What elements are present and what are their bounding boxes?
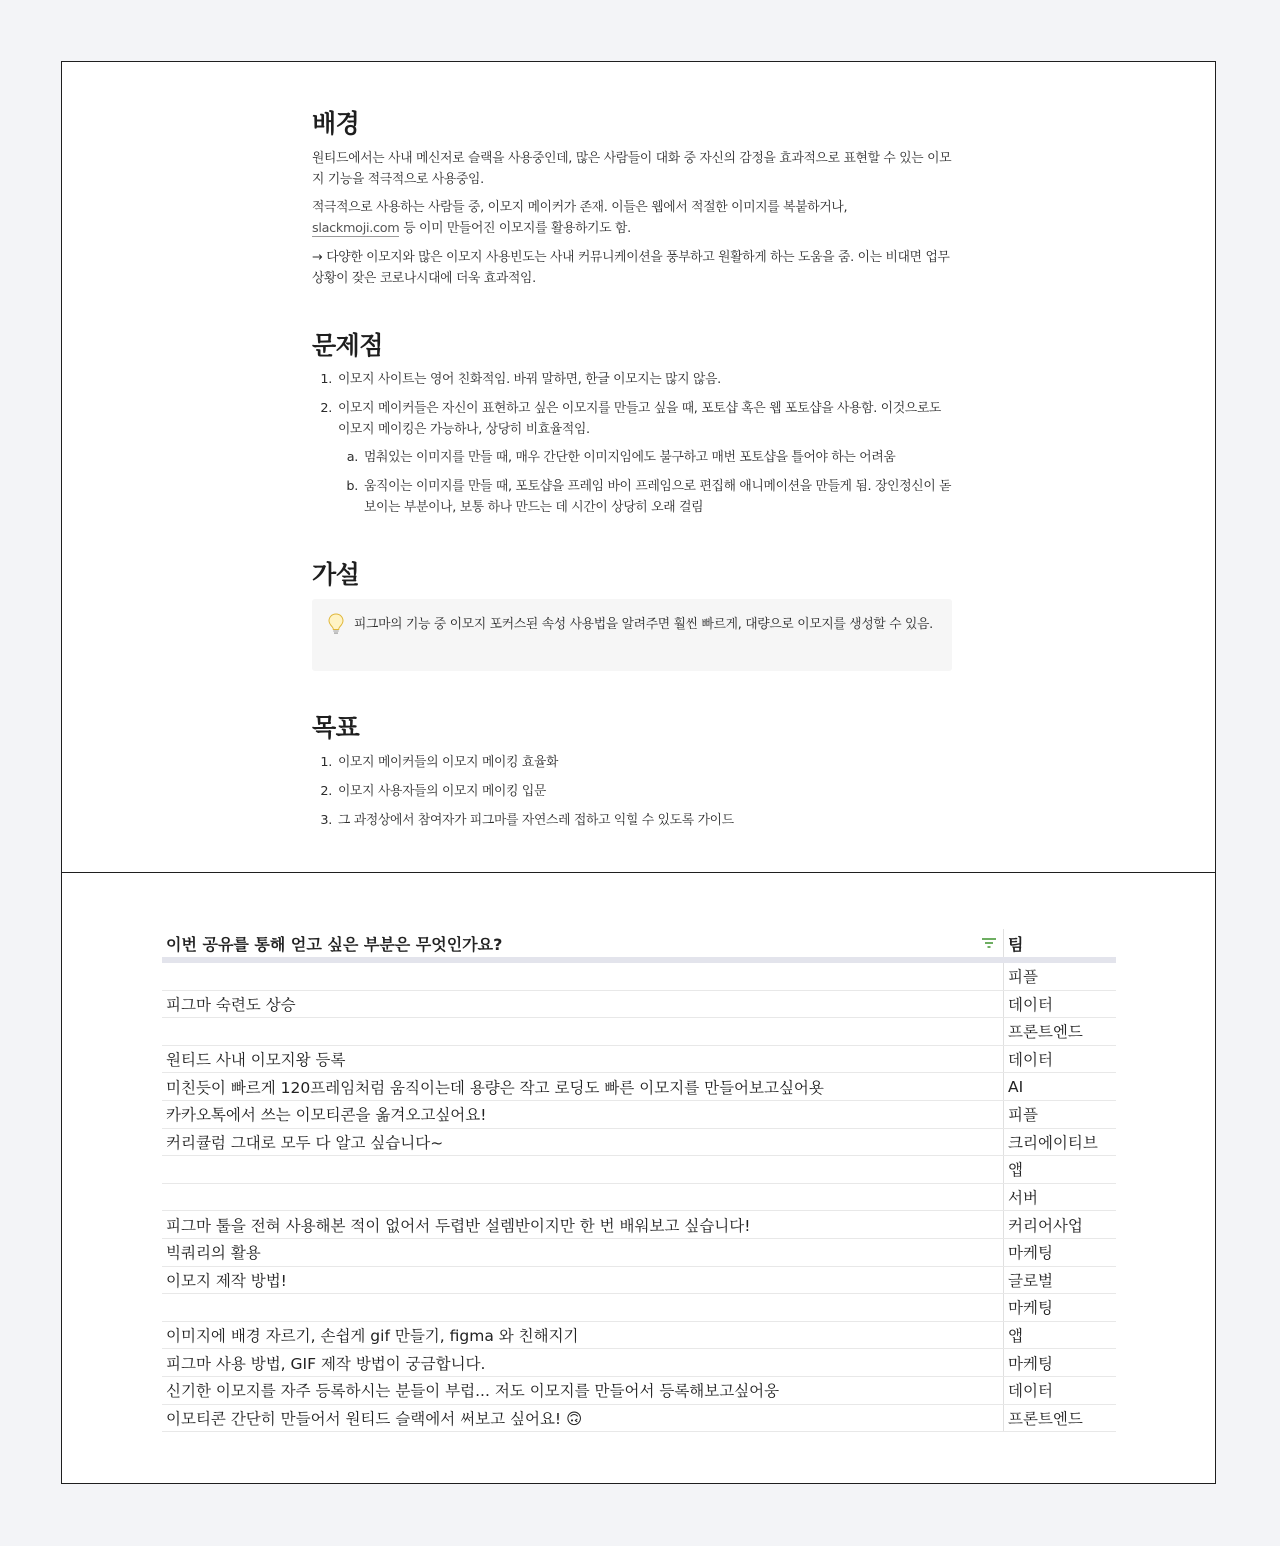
lightbulb-icon <box>328 613 344 635</box>
table-row <box>162 1266 1116 1294</box>
table-row <box>162 1100 1116 1128</box>
table-row <box>162 1128 1116 1156</box>
team-cell[interactable]: 앱 <box>1004 1156 1117 1184</box>
answer-cell[interactable] <box>162 1294 1004 1322</box>
table-row <box>162 1404 1116 1432</box>
team-cell[interactable]: 데이터 <box>1004 1045 1117 1073</box>
answer-cell[interactable]: 피그마 숙련도 상승 <box>162 990 1004 1018</box>
heading-problems: 문제점 <box>312 331 383 360</box>
filter-icon[interactable] <box>981 937 997 949</box>
team-cell[interactable]: 프론트엔드 <box>1004 1018 1117 1046</box>
subproblem-letter: b. <box>346 479 358 494</box>
goal-text: 이모지 메이커들의 이모지 메이킹 효율화 <box>338 755 559 770</box>
table-row <box>162 1018 1116 1046</box>
team-cell[interactable]: 마케팅 <box>1004 1238 1117 1266</box>
heading-goals: 목표 <box>312 713 360 742</box>
answer-cell[interactable]: 빅쿼리의 활용 <box>162 1238 1004 1266</box>
background-paragraph-1: 원티드에서는 사내 메신저로 슬랙을 사용중인데, 많은 사람들이 대화 중 자신의 감정을 효과적으로 표현할 수 있는 이모지 기능을 적극적으로 사용중임. <box>312 151 952 187</box>
team-cell[interactable]: 데이터 <box>1004 990 1117 1018</box>
team-cell[interactable]: 피플 <box>1004 960 1117 990</box>
answer-cell[interactable] <box>162 1156 1004 1184</box>
team-cell[interactable]: 앱 <box>1004 1321 1117 1349</box>
background-paragraph-2-tail: 등 이미 만들어진 이모지를 활용하기도 함. <box>399 221 631 236</box>
answer-cell[interactable] <box>162 1018 1004 1046</box>
answer-cell[interactable] <box>162 960 1004 990</box>
problem-number: 2. <box>320 401 332 416</box>
subproblem-text: 움직이는 이미지를 만들 때, 포토샵을 프레임 바이 프레임으로 편집해 애니메이션을 만들게 됨. 장인정신이 돋보이는 부분이나, 보통 하나 만드는 데 시간이 상당히 오래 걸림 <box>364 479 952 515</box>
table-body <box>162 960 1116 1432</box>
team-cell[interactable]: 마케팅 <box>1004 1294 1117 1322</box>
team-cell[interactable]: 크리에이티브 <box>1004 1128 1117 1156</box>
answer-cell[interactable] <box>162 1183 1004 1211</box>
document-panel <box>61 61 1216 873</box>
survey-table-panel <box>61 872 1216 1484</box>
goal-number: 1. <box>320 755 332 770</box>
answer-cell[interactable]: 카카오톡에서 쓰는 이모티콘을 옮겨오고싶어요! <box>162 1100 1004 1128</box>
table-row <box>162 1183 1116 1211</box>
team-cell[interactable]: 커리어사업 <box>1004 1211 1117 1239</box>
column-header-answer-label: 이번 공유를 통해 얻고 싶은 부분은 무엇인가요? <box>166 934 503 954</box>
survey-table <box>162 929 1116 1432</box>
background-paragraph-2-text: 적극적으로 사용하는 사람들 중, 이모지 메이커가 존재. 이들은 웹에서 적절한 이미지를 복붙하거나, <box>312 200 848 215</box>
problem-number: 1. <box>320 372 332 387</box>
heading-background: 배경 <box>312 109 360 138</box>
table-header-row <box>162 929 1116 960</box>
table-row <box>162 960 1116 990</box>
background-paragraph-2 <box>312 197 952 239</box>
table-row <box>162 1349 1116 1377</box>
subproblem-text: 멈춰있는 이미지를 만들 때, 매우 간단한 이미지임에도 불구하고 매번 포토샵을 틀어야 하는 어려움 <box>364 450 896 465</box>
answer-cell[interactable]: 미친듯이 빠르게 120프레임처럼 움직이는데 용량은 작고 로딩도 빠른 이모지를 만들어보고싶어욧 <box>162 1073 1004 1101</box>
column-header-answer[interactable] <box>162 929 1004 960</box>
hypothesis-callout <box>312 599 952 671</box>
table-row <box>162 1294 1116 1322</box>
hypothesis-text: 피그마의 기능 중 이모지 포커스된 속성 사용법을 알려주면 훨씬 빠르게, 대량으로 이모지를 생성할 수 있음. <box>354 617 933 632</box>
heading-hypothesis: 가설 <box>312 560 360 589</box>
answer-cell[interactable]: 원티드 사내 이모지왕 등록 <box>162 1045 1004 1073</box>
team-cell[interactable]: 피플 <box>1004 1100 1117 1128</box>
team-cell[interactable]: 글로벌 <box>1004 1266 1117 1294</box>
answer-cell[interactable]: 이모티콘 간단히 만들어서 원티드 슬랙에서 써보고 싶어요! 🙃 <box>162 1404 1004 1432</box>
table-row <box>162 1045 1116 1073</box>
goal-number: 3. <box>320 813 332 828</box>
team-cell[interactable]: 서버 <box>1004 1183 1117 1211</box>
answer-cell[interactable]: 피그마 사용 방법, GIF 제작 방법이 궁금합니다. <box>162 1349 1004 1377</box>
subproblem-letter: a. <box>346 450 358 465</box>
answer-cell[interactable]: 신기한 이모지를 자주 등록하시는 분들이 부럽... 저도 이모지를 만들어서 등록해보고싶어웅 <box>162 1376 1004 1404</box>
team-cell[interactable]: 마케팅 <box>1004 1349 1117 1377</box>
table-row <box>162 1156 1116 1184</box>
goal-text: 이모지 사용자들의 이모지 메이킹 입문 <box>338 784 547 799</box>
background-paragraph-3: → 다양한 이모지와 많은 이모지 사용빈도는 사내 커뮤니케이션을 풍부하고 원활하게 하는 도움을 줌. 이는 비대면 업무 상황이 잦은 코로나시대에 더욱 효과적임. <box>312 250 950 286</box>
table-row <box>162 1238 1116 1266</box>
answer-cell[interactable]: 이미지에 배경 자르기, 손쉽게 gif 만들기, figma 와 친해지기 <box>162 1321 1004 1349</box>
answer-cell[interactable]: 이모지 제작 방법! <box>162 1266 1004 1294</box>
team-cell[interactable]: AI <box>1004 1073 1117 1101</box>
problem-item-2 <box>312 398 952 442</box>
table-row <box>162 1321 1116 1349</box>
table-row <box>162 1073 1116 1101</box>
goal-text: 그 과정상에서 참여자가 피그마를 자연스레 접하고 익힐 수 있도록 가이드 <box>338 813 734 828</box>
table-row <box>162 990 1116 1018</box>
table-row <box>162 1376 1116 1404</box>
goal-number: 2. <box>320 784 332 799</box>
team-cell[interactable]: 데이터 <box>1004 1376 1117 1404</box>
slackmoji-link[interactable]: slackmoji.com <box>312 221 400 236</box>
answer-cell[interactable]: 피그마 툴을 전혀 사용해본 적이 없어서 두렵반 설렘반이지만 한 번 배워보고 싶습니다! <box>162 1211 1004 1239</box>
problem-text: 이모지 메이커들은 자신이 표현하고 싶은 이모지를 만들고 싶을 때, 포토샵 혹은 웹 포토샵을 사용함. 이것으로도 이모지 메이킹은 가능하나, 상당히 비효율적임. <box>338 401 942 437</box>
answer-cell[interactable]: 커리큘럼 그대로 모두 다 알고 싶습니다~ <box>162 1128 1004 1156</box>
team-cell[interactable]: 프론트엔드 <box>1004 1404 1117 1432</box>
table-row <box>162 1211 1116 1239</box>
column-header-team[interactable]: 팀 <box>1004 929 1117 960</box>
problem-text: 이모지 사이트는 영어 친화적임. 바꿔 말하면, 한글 이모지는 많지 않음. <box>338 372 721 387</box>
